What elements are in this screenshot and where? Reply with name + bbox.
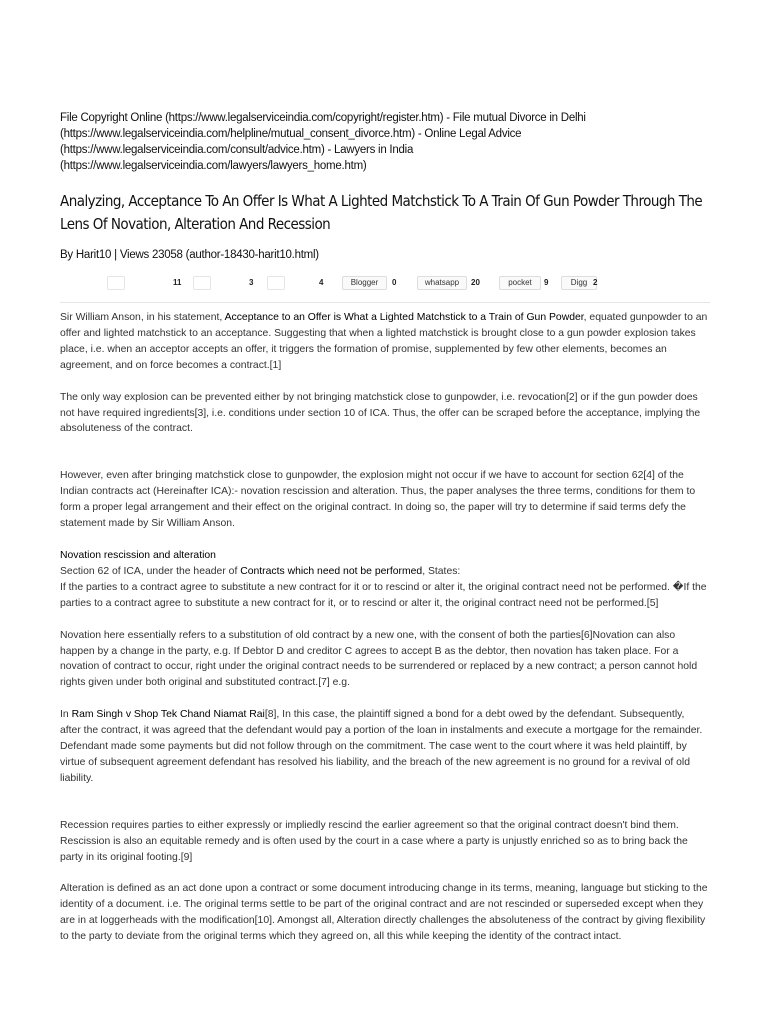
paragraph: Novation here essentially refers to a substitution of old contract by a new one, with the consent of both the parties[6]Novation can also happen by a change in the party, e.g. If Debtor D and creditor C agrees to accept B as the debtor, then novation has taken place. For a novation of contract to occur, right under the original contract needs to be surrendered or replaced by a new contract; a person cannot hold rights given under both original and substituted contract.[7] e.g. — [60, 629, 698, 689]
facebook-share-icon[interactable] — [107, 276, 125, 290]
share-count: 3 — [249, 278, 254, 287]
blogger-share-button[interactable] — [342, 276, 387, 290]
share-count: 4 — [319, 278, 324, 287]
text-span: Section 62 of ICA, under the header of — [60, 565, 241, 577]
divider — [60, 302, 710, 303]
text-span: Sir William Anson, in his statement, — [60, 312, 225, 323]
header-links — [60, 110, 710, 174]
twitter-share-icon[interactable] — [193, 276, 211, 290]
share-count: 11 — [173, 278, 182, 287]
paragraph — [60, 707, 708, 787]
pocket-share-button[interactable] — [499, 276, 541, 290]
header-link-line[interactable]: (https://www.legalserviceindia.com/lawyers/lawyers_home.htm) — [60, 160, 367, 172]
article-link[interactable]: Ram Singh v Shop Tek Chand Niamat Rai — [71, 709, 265, 721]
paragraph: However, even after bringing matchstick close to gunpowder, the explosion might not occur if we have to account for section 62[4] of the Indian contracts act (Hereinafter ICA):- novation rescission and alteration. Thus, the paper analyses the three terms, conditions for them to form a proper legal arrangement and their effect on the original contract. In doing so, the paper will try to determine if said terms defy the statement made by Sir William Anson. — [60, 470, 696, 530]
pocket-label: pocket — [508, 278, 532, 287]
header-link-line[interactable]: (https://www.legalserviceindia.com/consult/advice.htm) - Lawyers in India — [60, 144, 414, 156]
article-title — [60, 190, 710, 236]
article-title-line: Analyzing, Acceptance To An Offer Is What A Lighted Matchstick To A Train Of Gun Powder Through The — [60, 192, 703, 210]
paragraph — [60, 310, 708, 374]
header-link-line[interactable]: File Copyright Online (https://www.legalserviceindia.com/copyright/register.htm) - File mutual Divorce in Delhi — [60, 112, 586, 124]
text-span: , equated gunpowder to an offer and lighted matchstick to an acceptance. Suggesting that when a lighted matchstick is brought close to a gun powder explosion takes place, i.e. when an acceptor accepts an offer, it triggers the formation of promise, supplemented by few other elements, becomes an agreement, and on force becomes a contract.[1] — [60, 312, 708, 371]
article-link[interactable]: Acceptance to an Offer is What a Lighted Matchstick to a Train of Gun Powder — [224, 312, 584, 323]
paragraph: The only way explosion can be prevented either by not bringing matchstick close to gunpowder, i.e. revocation[2] or if the gun powder does not have required ingredients[3], i.e. conditions under section 10 of ICA. Thus, the offer can be scraped before the acceptance, implying the absoluteness of the contract. — [60, 391, 701, 435]
share-count: 9 — [544, 278, 549, 287]
header-link-line[interactable]: (https://www.legalserviceindia.com/helpline/mutual_consent_divorce.htm) - Online Legal Advice — [60, 128, 522, 140]
share-count: 2 — [593, 278, 598, 287]
text-span: In — [60, 709, 72, 721]
share-count: 0 — [392, 278, 397, 287]
whatsapp-label: whatsapp — [424, 278, 460, 287]
article-byline[interactable]: By Harit10 | Views 23058 (author-18430-harit10.html) — [60, 249, 319, 261]
whatsapp-share-button[interactable] — [417, 276, 467, 290]
paragraph: Recession requires parties to either expressly or impliedly rescind the earlier agreement so that the original contract doesn't bind them. Rescission is also an equitable remedy and is often used by the court in a case where a party is unjustly enriched so as to bring back the party in its original footing.[9] — [60, 819, 688, 863]
blogger-label: Blogger — [350, 278, 379, 287]
paragraph: If the parties to a contract agree to substitute a new contract for it or to rescind or alter it, the original contract need not be performed. �If the parties to a contract agree to substitute a new contract for it, or to rescind or alter it, the original contract need not be performed.[5] — [60, 581, 707, 609]
linkedin-share-icon[interactable] — [267, 276, 285, 290]
text-span: , States: — [422, 565, 461, 577]
article-link[interactable]: Contracts which need not be performed — [240, 565, 423, 577]
digg-label: Digg — [570, 278, 588, 287]
share-count: 20 — [471, 278, 480, 287]
paragraph — [60, 564, 708, 580]
text-span: [8], In this case, the plaintiff signed a bond for a debt owed by the defendant. Subsequently, after the contract, it was agreed that the defendant would pay a portion of the loan in instalments and execute a mortgage for the remainder. Defendant made some payments but did not follow through on the commitment. The case went to the court where it was held plaintiff, by virtue of subsequent agreement defendant has resolved his liability, and the breach of the new agreement is no ground for a revival of old liability. — [60, 709, 703, 784]
article-title-line: Lens Of Novation, Alteration And Recession — [60, 215, 331, 233]
section-heading: Novation rescission and alteration — [60, 549, 216, 561]
paragraph: Alteration is defined as an act done upon a contract or some document introducing change in its terms, meaning, language but sticking to the identity of a document. i.e. The original terms settle to be part of the original contract and are not rescinded or superseded except when they are in at loggerheads with the modification[10]. Amongst all, Alteration directly challenges the absoluteness of the contract by giving flexibility to the party to deviate from the original terms which they agreed on, all this while keeping the identity of the contract intact. — [60, 883, 708, 943]
article-body — [60, 310, 708, 945]
